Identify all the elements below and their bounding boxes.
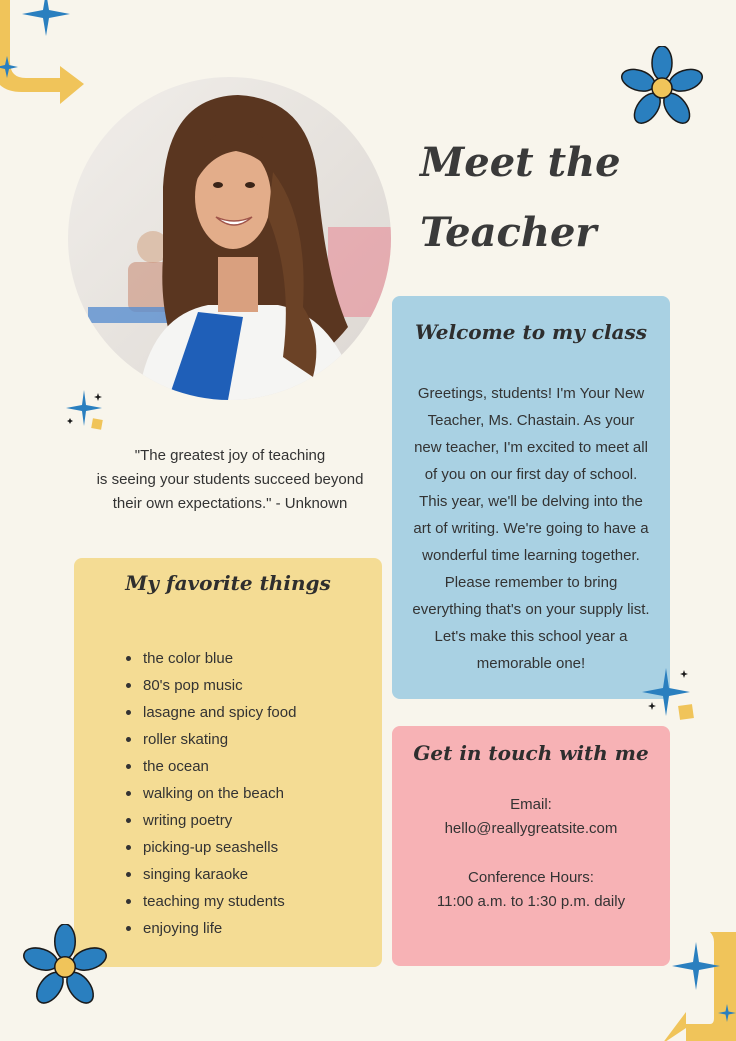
favorites-heading: My favorite things xyxy=(125,571,331,595)
quote-line-2: is seeing your students succeed beyond xyxy=(96,471,364,488)
sparkle-icon xyxy=(64,390,108,434)
email-label: Email: xyxy=(510,796,552,813)
flower-icon xyxy=(620,46,704,130)
contact-details xyxy=(392,793,670,914)
list-item: walking on the beach xyxy=(126,780,382,807)
list-item: the color blue xyxy=(126,645,382,672)
sparkle-icon xyxy=(20,0,72,36)
list-item: 80's pop music xyxy=(126,672,382,699)
welcome-heading: Welcome to my class xyxy=(414,320,648,344)
contact-card xyxy=(392,726,670,966)
list-item: lasagne and spicy food xyxy=(126,699,382,726)
quote xyxy=(80,444,380,516)
welcome-body: Greetings, students! I'm Your New Teacher, Ms. Chastain. As your new teacher, I'm excited to meet all of you on our first day of school. This year, we'll be delving into the art of writing. We're going to have a wonderful time learning together. Please remember to bring everything that's on your supply list. Let's make this school year a memorable one! xyxy=(412,385,650,672)
list-item: writing poetry xyxy=(126,807,382,834)
list-item: enjoying life xyxy=(126,915,382,942)
sparkle-icon xyxy=(718,1004,736,1022)
list-item: the ocean xyxy=(126,753,382,780)
list-item: singing karaoke xyxy=(126,861,382,888)
hours-value: 11:00 a.m. to 1:30 p.m. daily xyxy=(436,893,626,910)
sparkle-icon xyxy=(0,56,18,78)
welcome-card xyxy=(392,296,670,699)
flower-icon xyxy=(22,924,108,1010)
favorites-list xyxy=(126,645,382,942)
page-title xyxy=(420,128,720,268)
sparkle-icon xyxy=(642,668,700,726)
list-item: roller skating xyxy=(126,726,382,753)
email-link[interactable]: hello@reallygreatsite.com xyxy=(444,820,618,837)
teacher-photo xyxy=(68,77,391,400)
quote-line-3: their own expectations." - Unknown xyxy=(112,495,348,512)
list-item: teaching my students xyxy=(126,888,382,915)
title-line-1: Meet the xyxy=(420,139,621,186)
hours-label: Conference Hours: xyxy=(468,869,594,886)
sparkle-icon xyxy=(672,942,720,990)
contact-heading: Get in touch with me xyxy=(413,741,649,765)
list-item: picking-up seashells xyxy=(126,834,382,861)
quote-line-1: "The greatest joy of teaching xyxy=(134,447,326,464)
title-line-2: Teacher xyxy=(420,209,597,256)
favorites-card xyxy=(74,558,382,967)
